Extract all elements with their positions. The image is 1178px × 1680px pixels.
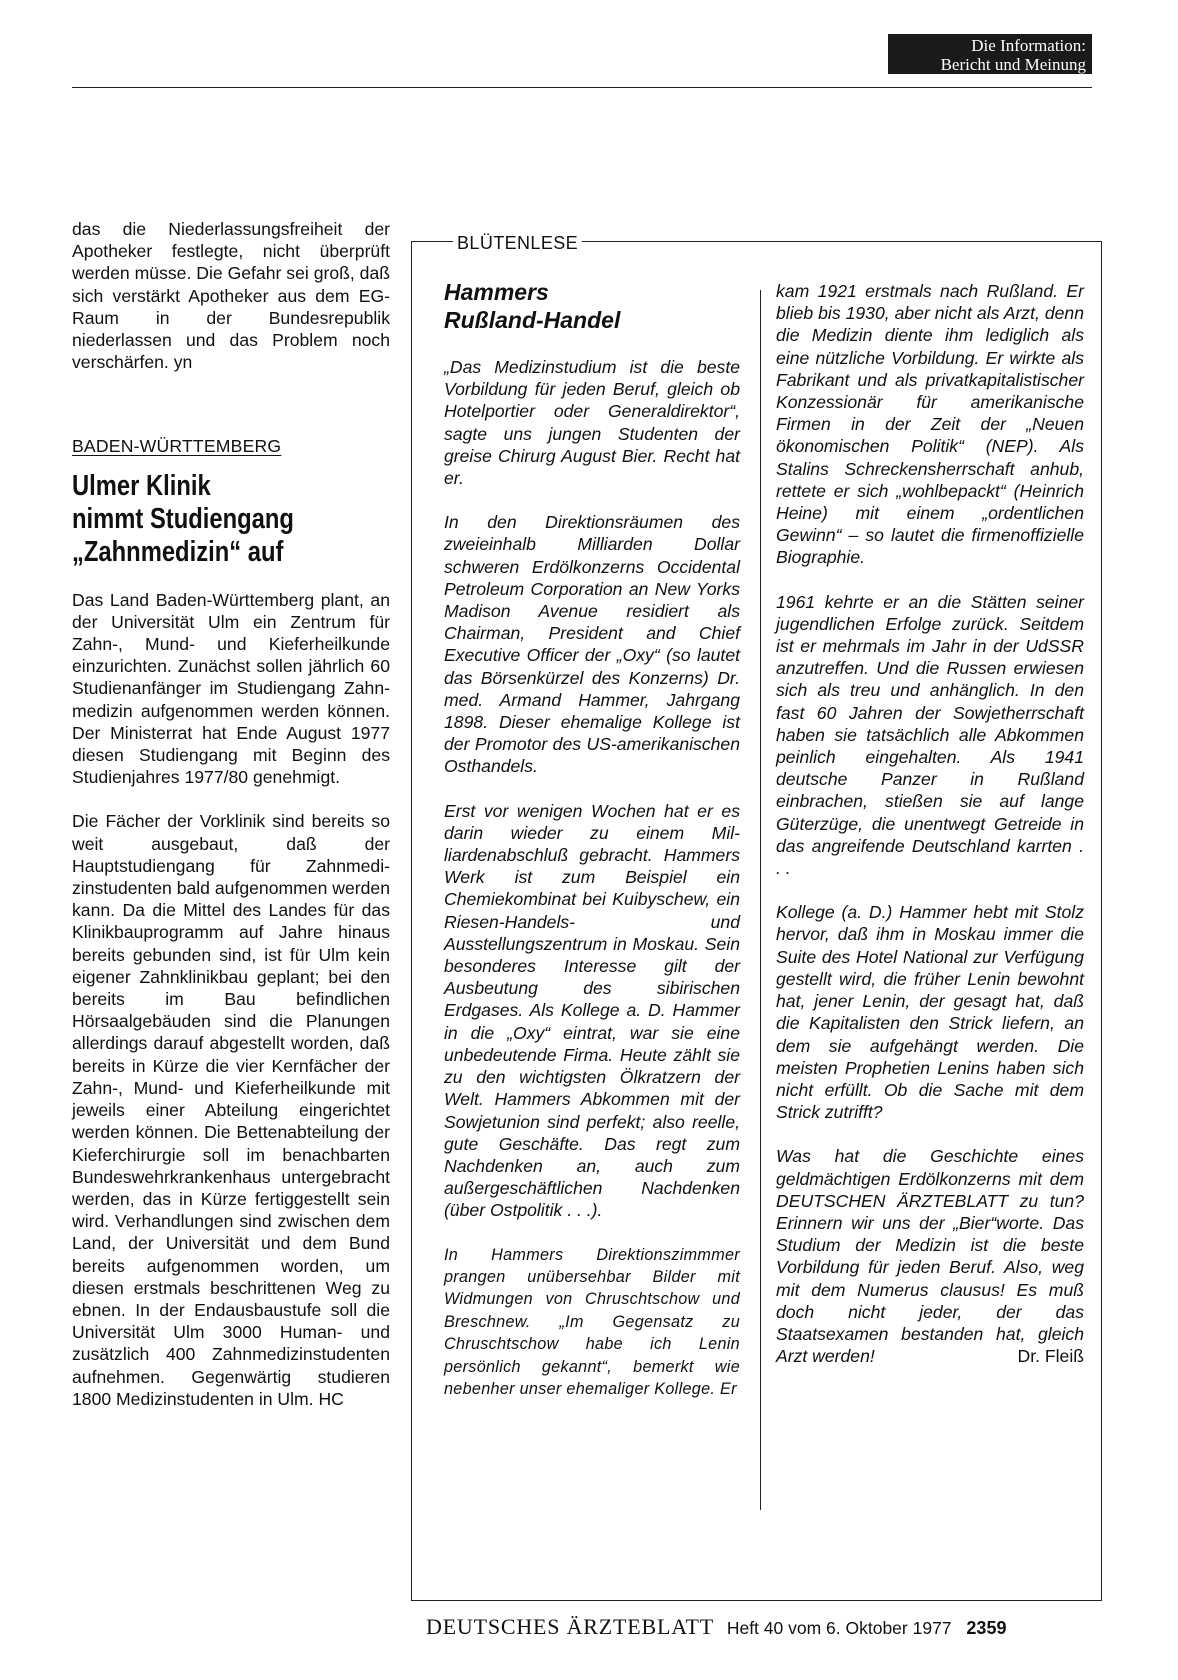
box-right-column <box>776 280 1084 1367</box>
closing-text: Was hat die Geschichte eines geldmächtigen Erdölkonzerns mit dem DEUTSCHEN ÄRZTEBLATT zu tun? Erinnern wir uns der „Bier“worte. Das Studium der Medizin ist die beste Vorbildung für jeden Beruf. Also, weg mit dem Numerus clausus! Es muß doch nicht jeder, der das Staatsexamen bestanden hat, gleich Arzt werden! <box>776 1146 1084 1367</box>
issue-info: Heft 40 vom 6. Oktober 1977 <box>726 1618 952 1638</box>
box-label: BLÜTENLESE <box>453 232 582 254</box>
publication-name: DEUTSCHES ÄRZTEBLATT <box>426 1614 714 1639</box>
box-middle-column <box>444 278 740 1400</box>
box-paragraph: Kollege (a. D.) Hammer hebt mit Stolz hervor, daß ihm in Moskau immer die Suite des Hotel National zur Verfügung gestellt wird, die früher Lenin bewohnt hat, jener Lenin, der gesagt hat, daß die Kapitalisten den Strick liefern, an dem sie aufgehängt werden. Die meisten Prophetien Lenins haben sich nicht erfüllt. Ob die Sache mit dem Strick zutrifft? <box>776 902 1084 1123</box>
headline-line: „Zahnmedizin“ auf <box>72 535 284 568</box>
box-paragraph <box>776 1145 1084 1367</box>
box-title-line: Rußland-Handel <box>444 307 621 333</box>
author-signature: Dr. Fleiß <box>1017 1346 1084 1367</box>
section-header-line2: Bericht und Meinung <box>940 55 1086 74</box>
box-paragraph: Erst vor wenigen Wochen hat er es darin wieder zu einem Milliardenabschluß gebracht. Hammers Werk ist zum Beispiel ein Chemiekombinat bei Kuibyschew, ein Riesen-Handels- und Ausstellungszentrum in Moskau. Sein besonderes Interesse gilt der Ausbeutung des sibirischen Erdgases. Als Kollege a. D. Hammer in die „Oxy“ eintrat, war sie eine unbedeutende Firma. Heute zählt sie zu den wichtigsten Ölkratzern der Welt. Hammers Abkommen mit der Sowjetunion sind perfekt; also reelle, gute Geschäfte. Das regt zum Nachdenken an, auch zum außergeschäftlichen Nachdenken (über Ostpolitik . . .). <box>444 800 740 1221</box>
section-header <box>888 34 1092 74</box>
left-column <box>72 218 390 1410</box>
article-kicker: BADEN-WÜRTTEMBERG <box>72 436 282 457</box>
box-title-line: Hammers <box>444 279 549 305</box>
article-paragraph: Das Land Baden-Württemberg plant, an der Universität Ulm ein Zentrum für Zahn-, Mund- und Kieferheilkunde einzurichten. Zunächst sollen jährlich 60 Studienanfänger im Studiengang Zahnmedizin aufgenommen werden können. Der Ministerrat hat Ende August 1977 diesen Studiengang mit Beginn des Studienjahres 1977/80 genehmigt. <box>72 589 390 788</box>
box-paragraph: In den Direktionsräumen des zweieinhalb Milliarden Dollar schweren Erdölkonzerns Occidental Petroleum Corporation an New Yorks Madison Avenue residiert als Chairman, President and Chief Executive Officer der „Oxy“ (so lautet das Börsenkürzel des Konzerns) Dr. med. Armand Hammer, Jahrgang 1898. Dieser ehemalige Kollege ist der Promotor des US-amerikanischen Osthandels. <box>444 512 740 777</box>
section-header-line1: Die Information: <box>971 36 1086 55</box>
box-paragraph: kam 1921 erstmals nach Rußland. Er blieb bis 1930, aber nicht als Arzt, denn die Medizin diente ihm lediglich als eine nützliche Vorbildung. Er wirkte als Fabrikant und als privatkapitalistischer Konzessionär für amerikanische Firmen in der Zeit der „Neuen ökonomischen Politik“ (NEP). Als Stalins Schreckensherrschaft anhub, rettete er sich „wohlbepackt“ (Heinrich Heine) mit einem „ordentlichen Gewinn“ – so lautet die firmenoffizielle Biographie. <box>776 281 1084 568</box>
box-paragraph: „Das Medizinstudium ist die beste Vorbildung für jeden Beruf, gleich ob Hotelportier oder Generaldirektor“, sagte uns jungen Studenten der greise Chirurg August Bier. Recht hat er. <box>444 357 740 489</box>
page-number: 2359 <box>966 1618 1007 1638</box>
page-footer <box>426 1614 1006 1640</box>
headline-line: nimmt Studiengang <box>72 502 294 535</box>
article-headline <box>72 470 390 569</box>
headline-line: Ulmer Klinik <box>72 469 211 502</box>
article-paragraph: Die Fächer der Vorklinik sind bereits so weit ausgebaut, daß der Hauptstudiengang für Zahnmedizinstudenten bald aufgenommen werden kann. Da die Mittel des Landes für das Klinikbauprogramm auf Jahre hinaus bereits gebunden sind, ist für Ulm kein eigener Zahnklinikbau geplant; bei den bereits im Bau befindlichen Hörsaalgebäuden sind die Planungen allerdings darauf abgestellt worden, daß bereits in Kürze die vier Kernfächer der Zahn-, Mund- und Kieferheilkunde mit jeweils einer Abteilung eingerichtet werden können. Die Bettenabteilung der Kieferchirurgie soll im benachbarten Bundeswehrkrankenhaus untergebracht werden, das in Kürze fertiggestellt sein wird. Verhandlungen sind zwischen dem Land, der Universität und dem Bund bereits aufgenommen worden, um diesen erstmals beschrittenen Weg zu ebnen. In der Endausbaustufe soll die Universität Ulm 3000 Human- und zusätzlich 400 Zahnmedizinstudenten aufnehmen. Gegenwärtig studieren 1800 Medizinstudenten in Ulm. HC <box>72 811 390 1409</box>
header-rule <box>72 87 1092 88</box>
previous-article-ending: das die Niederlassungsfreiheit der Apotheker festlegte, nicht überprüft werden müsse. Die Gefahr sei groß, daß sich verstärkt Apotheker aus dem EG-Raum in der Bundesrepublik niederlassen und das Problem noch verschärfen. yn <box>72 219 390 373</box>
box-paragraph: 1961 kehrte er an die Stätten seiner jugendlichen Erfolge zurück. Seitdem ist er mehrmals im Jahr in der UdSSR anzutreffen. Und die Russen erwiesen sich als treu und anhänglich. In den fast 60 Jahren der Sowjetherrschaft haben sie tatsächlich alle Abkommen peinlich eingehalten. Als 1941 deutsche Panzer in Rußland einbrachen, stießen sie auf lange Güterzüge, die unentwegt Getreide in das angreifende Deutschland karrten . . . <box>776 591 1084 879</box>
box-paragraph: In Hammers Direktionszimmmer prangen unübersehbar Bilder mit Widmungen von Chruschtschow und Breschnew. „Im Gegensatz zu Chruschtschow habe ich Lenin persönlich gekannt“, bemerkt wie nebenher unser ehemaliger Kollege. Er <box>444 1245 740 1398</box>
column-divider <box>760 290 761 1510</box>
